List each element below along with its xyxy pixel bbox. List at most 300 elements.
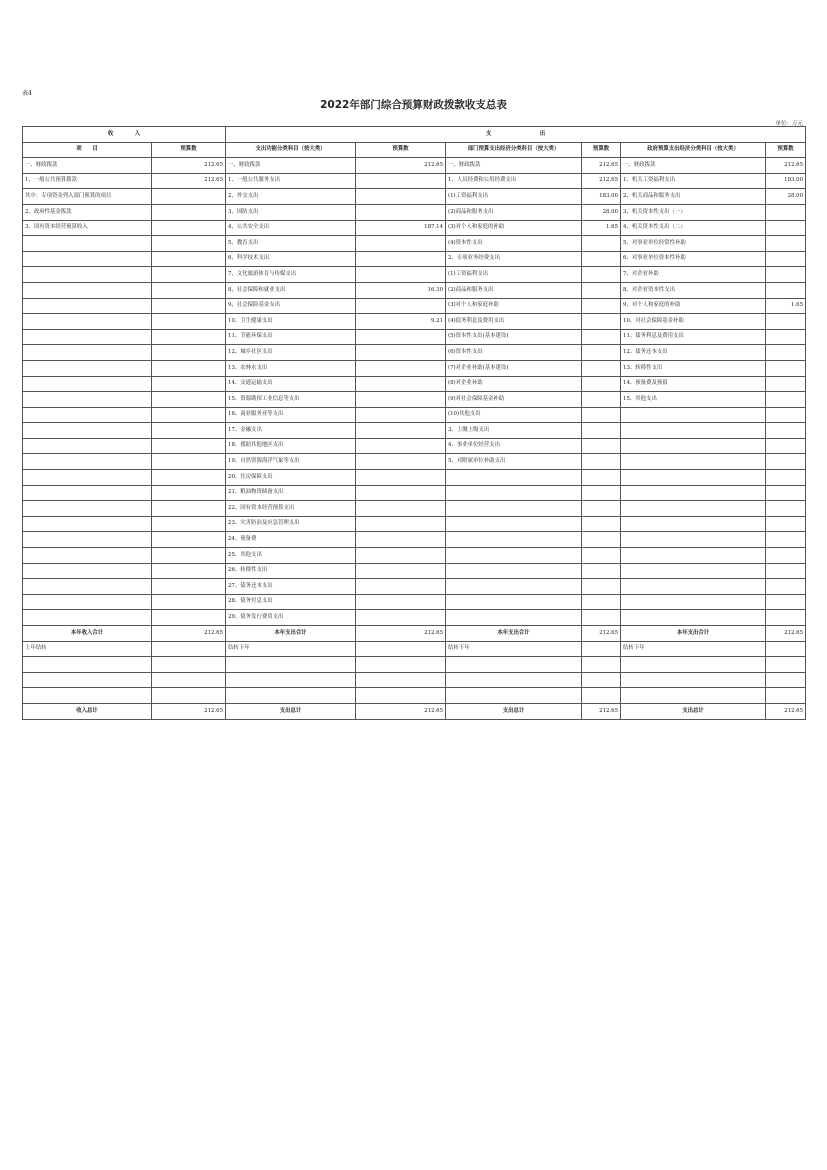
amount-cell: [356, 236, 446, 252]
item-cell: [23, 579, 152, 595]
item-cell: [23, 392, 152, 408]
item-cell: 11、债务利息及费用支出: [621, 329, 766, 345]
amount-cell: [356, 392, 446, 408]
amount-cell: [766, 470, 806, 486]
item-cell: [446, 470, 582, 486]
item-cell: [621, 501, 766, 517]
amount-cell: 183.00: [766, 173, 806, 189]
amount-cell: [766, 688, 806, 704]
amount-cell: [582, 298, 621, 314]
item-cell: 26、转移性支出: [226, 563, 356, 579]
item-cell: [23, 548, 152, 564]
item-cell: 4、机关资本性支出（二）: [621, 220, 766, 236]
col-header: 政府预算支出经济分类科目（按大类）: [621, 142, 766, 158]
item-cell: 12、城乡社区支出: [226, 345, 356, 361]
amount-cell: [582, 314, 621, 330]
item-cell: 4、公共安全支出: [226, 220, 356, 236]
item-cell: (9)对社会保障基金补助: [446, 392, 582, 408]
item-cell: 24、预备费: [226, 532, 356, 548]
amount-cell: [152, 548, 226, 564]
item-cell: [446, 594, 582, 610]
table-row: [23, 282, 806, 298]
amount-cell: [766, 204, 806, 220]
item-cell: [23, 314, 152, 330]
amount-cell: 1.65: [582, 220, 621, 236]
item-cell: 3、国防支出: [226, 204, 356, 220]
table-row: [23, 610, 806, 626]
amount-cell: [766, 360, 806, 376]
amount-cell: [582, 688, 621, 704]
item-cell: [446, 688, 582, 704]
amount-cell: [152, 516, 226, 532]
item-cell: [23, 360, 152, 376]
amount-cell: [152, 438, 226, 454]
amount-cell: [152, 251, 226, 267]
item-cell: 2、外交支出: [226, 189, 356, 205]
table-row: [23, 236, 806, 252]
income-header: 收 入: [23, 127, 226, 143]
item-cell: 本年支出合计: [446, 626, 582, 642]
table-row: [23, 189, 806, 205]
amount-cell: 212.65: [582, 626, 621, 642]
unit-label: 单位：万元: [775, 121, 803, 127]
amount-cell: [152, 345, 226, 361]
table-row: [23, 516, 806, 532]
item-cell: 6、科学技术支出: [226, 251, 356, 267]
item-cell: [621, 454, 766, 470]
item-cell: 一、财政拨款: [621, 158, 766, 174]
amount-cell: [152, 360, 226, 376]
amount-cell: [356, 189, 446, 205]
amount-cell: [356, 423, 446, 439]
amount-cell: [582, 407, 621, 423]
table-row: [23, 501, 806, 517]
amount-cell: [152, 657, 226, 673]
amount-cell: [356, 485, 446, 501]
item-cell: 6、对事业单位资本性补助: [621, 251, 766, 267]
amount-cell: [766, 407, 806, 423]
amount-cell: [152, 610, 226, 626]
col-header: 支出功能分类科目（按大类）: [226, 142, 356, 158]
amount-cell: [582, 641, 621, 657]
table-row: [23, 548, 806, 564]
item-cell: 5、对事业单位经常性补助: [621, 236, 766, 252]
item-cell: 5、教育支出: [226, 236, 356, 252]
amount-cell: [152, 688, 226, 704]
table-row: [23, 672, 806, 688]
amount-cell: [582, 672, 621, 688]
amount-cell: [766, 672, 806, 688]
amount-cell: 212.65: [582, 173, 621, 189]
item-cell: [23, 594, 152, 610]
amount-cell: [582, 236, 621, 252]
item-cell: 12、债务还本支出: [621, 345, 766, 361]
amount-cell: 212.65: [582, 158, 621, 174]
item-cell: 本年支出合计: [621, 626, 766, 642]
amount-cell: [766, 329, 806, 345]
amount-cell: [766, 516, 806, 532]
amount-cell: 28.00: [766, 189, 806, 205]
amount-cell: [766, 282, 806, 298]
item-cell: [446, 516, 582, 532]
amount-cell: [766, 236, 806, 252]
table-row: [23, 360, 806, 376]
amount-cell: 212.65: [356, 158, 446, 174]
amount-cell: 212.65: [356, 626, 446, 642]
amount-cell: [582, 360, 621, 376]
amount-cell: [356, 532, 446, 548]
item-cell: 1、一般公共服务支出: [226, 173, 356, 189]
amount-cell: [152, 563, 226, 579]
item-cell: 支出总计: [226, 703, 356, 719]
item-cell: [23, 470, 152, 486]
amount-cell: [766, 314, 806, 330]
amount-cell: [356, 376, 446, 392]
item-cell: [23, 423, 152, 439]
item-cell: 16、商业服务业等支出: [226, 407, 356, 423]
item-cell: 3、机关资本性支出（一）: [621, 204, 766, 220]
amount-cell: [582, 251, 621, 267]
item-cell: [23, 485, 152, 501]
amount-cell: [582, 485, 621, 501]
item-cell: [621, 594, 766, 610]
item-cell: (10)其他支出: [446, 407, 582, 423]
item-cell: 其中：专项资金列入部门预算的项目: [23, 189, 152, 205]
amount-cell: [582, 657, 621, 673]
item-cell: 21、粮油物资储备支出: [226, 485, 356, 501]
item-cell: 一、财政拨款: [23, 158, 152, 174]
amount-cell: [582, 579, 621, 595]
amount-cell: [582, 454, 621, 470]
item-cell: [23, 501, 152, 517]
item-cell: [23, 376, 152, 392]
item-cell: [621, 485, 766, 501]
amount-cell: [356, 641, 446, 657]
amount-cell: [356, 594, 446, 610]
amount-cell: [766, 345, 806, 361]
amount-cell: 1.65: [766, 298, 806, 314]
amount-cell: [766, 610, 806, 626]
amount-cell: [766, 454, 806, 470]
item-cell: 13、农林水支出: [226, 360, 356, 376]
table-row: [23, 470, 806, 486]
amount-cell: [152, 594, 226, 610]
item-cell: (6)资本性支出: [446, 345, 582, 361]
item-cell: [621, 688, 766, 704]
item-cell: [446, 563, 582, 579]
item-cell: (2)商品和服务支出: [446, 204, 582, 220]
amount-cell: 212.65: [766, 158, 806, 174]
item-cell: 9、对个人和家庭的补助: [621, 298, 766, 314]
item-cell: 17、金融支出: [226, 423, 356, 439]
item-cell: [621, 610, 766, 626]
table-row: [23, 392, 806, 408]
amount-cell: [356, 173, 446, 189]
item-cell: [621, 438, 766, 454]
amount-cell: [766, 267, 806, 283]
table-row: [23, 423, 806, 439]
amount-cell: [356, 501, 446, 517]
item-cell: 2、政府性基金拨款: [23, 204, 152, 220]
item-cell: 22、国有资本经营预算支出: [226, 501, 356, 517]
item-cell: (4)债务利息及费用支出: [446, 314, 582, 330]
col-header: 项 目: [23, 142, 152, 158]
amount-cell: [766, 532, 806, 548]
item-cell: [446, 548, 582, 564]
amount-cell: [356, 688, 446, 704]
item-cell: 结转下年: [446, 641, 582, 657]
amount-cell: [152, 282, 226, 298]
item-cell: 8、对企业资本性支出: [621, 282, 766, 298]
item-cell: 13、转移性支出: [621, 360, 766, 376]
table-number: 表4: [22, 90, 32, 97]
item-cell: 18、援助其他地区支出: [226, 438, 356, 454]
amount-cell: [582, 267, 621, 283]
item-cell: 3、上缴上级支出: [446, 423, 582, 439]
amount-cell: [766, 501, 806, 517]
item-cell: 15、资源勘探工业信息等支出: [226, 392, 356, 408]
item-cell: [23, 251, 152, 267]
item-cell: 8、社会保障和就业支出: [226, 282, 356, 298]
amount-cell: [356, 672, 446, 688]
item-cell: (1)工资福利支出: [446, 267, 582, 283]
item-cell: [23, 657, 152, 673]
table-row: [23, 345, 806, 361]
table-row: [23, 703, 806, 719]
amount-cell: [766, 594, 806, 610]
amount-cell: [582, 392, 621, 408]
amount-cell: 212.65: [582, 703, 621, 719]
amount-cell: [152, 672, 226, 688]
item-cell: [23, 329, 152, 345]
amount-cell: [582, 501, 621, 517]
amount-cell: [152, 501, 226, 517]
item-cell: 结转下年: [226, 641, 356, 657]
item-cell: 结转下年: [621, 641, 766, 657]
item-cell: 10、卫生健康支出: [226, 314, 356, 330]
item-cell: 2、专项业务经费支出: [446, 251, 582, 267]
amount-cell: [582, 610, 621, 626]
amount-cell: [152, 267, 226, 283]
amount-cell: [582, 282, 621, 298]
item-cell: 27、债务还本支出: [226, 579, 356, 595]
amount-cell: [356, 548, 446, 564]
amount-cell: [356, 610, 446, 626]
item-cell: [621, 423, 766, 439]
col-header: 预算数: [152, 142, 226, 158]
item-cell: 7、文化旅游体育与传媒支出: [226, 267, 356, 283]
item-cell: 本年支出合计: [226, 626, 356, 642]
item-cell: [446, 501, 582, 517]
item-cell: [446, 672, 582, 688]
item-cell: 19、自然资源海洋气象等支出: [226, 454, 356, 470]
amount-cell: 187.14: [356, 220, 446, 236]
amount-cell: [356, 579, 446, 595]
amount-cell: [152, 392, 226, 408]
table-row: [23, 220, 806, 236]
amount-cell: [152, 329, 226, 345]
amount-cell: [152, 376, 226, 392]
amount-cell: [582, 345, 621, 361]
item-cell: (3)对个人和家庭的补助: [446, 220, 582, 236]
amount-cell: [356, 298, 446, 314]
table-row: [23, 158, 806, 174]
item-cell: [23, 516, 152, 532]
item-cell: 2、机关商品和服务支出: [621, 189, 766, 205]
item-cell: 3、国有资本经营预算收入: [23, 220, 152, 236]
item-cell: 1、一般公共预算拨款: [23, 173, 152, 189]
item-cell: [23, 688, 152, 704]
table-row: [23, 563, 806, 579]
amount-cell: 183.00: [582, 189, 621, 205]
page-title: 2022年部门综合预算财政拨款收支总表: [320, 99, 507, 111]
table-row: [23, 251, 806, 267]
amount-cell: [356, 438, 446, 454]
amount-cell: [152, 485, 226, 501]
item-cell: [621, 516, 766, 532]
amount-cell: [152, 641, 226, 657]
amount-cell: 212.65: [152, 626, 226, 642]
item-cell: [621, 563, 766, 579]
item-cell: [23, 267, 152, 283]
amount-cell: [152, 298, 226, 314]
amount-cell: [152, 470, 226, 486]
amount-cell: 212.65: [766, 626, 806, 642]
table-row: [23, 329, 806, 345]
item-cell: 收入总计: [23, 703, 152, 719]
item-cell: 4、事业单位经营支出: [446, 438, 582, 454]
amount-cell: [766, 563, 806, 579]
item-cell: 一、财政拨款: [226, 158, 356, 174]
amount-cell: [152, 236, 226, 252]
item-cell: [23, 407, 152, 423]
budget-table: [22, 126, 806, 720]
item-cell: 本年收入合计: [23, 626, 152, 642]
amount-cell: [582, 423, 621, 439]
item-cell: 23、灾害防治及应急管理支出: [226, 516, 356, 532]
item-cell: 5、对附属单位补助支出: [446, 454, 582, 470]
amount-cell: [152, 532, 226, 548]
item-cell: 上年结转: [23, 641, 152, 657]
item-cell: [23, 672, 152, 688]
table-row: [23, 626, 806, 642]
amount-cell: [766, 438, 806, 454]
item-cell: [23, 345, 152, 361]
item-cell: [621, 548, 766, 564]
amount-cell: 212.65: [152, 703, 226, 719]
item-cell: (1)工资福利支出: [446, 189, 582, 205]
item-cell: 28、债务付息支出: [226, 594, 356, 610]
table-row: [23, 688, 806, 704]
item-cell: 11、节能环保支出: [226, 329, 356, 345]
amount-cell: 28.00: [582, 204, 621, 220]
amount-cell: 16.30: [356, 282, 446, 298]
amount-cell: 212.65: [766, 703, 806, 719]
amount-cell: [766, 376, 806, 392]
item-cell: [226, 688, 356, 704]
amount-cell: [766, 220, 806, 236]
table-row: [23, 407, 806, 423]
item-cell: 1、人员经费和公用经费支出: [446, 173, 582, 189]
item-cell: 15、其他支出: [621, 392, 766, 408]
table-row: [23, 641, 806, 657]
amount-cell: 212.65: [152, 158, 226, 174]
item-cell: (4)资本性支出: [446, 236, 582, 252]
amount-cell: [766, 657, 806, 673]
col-header: 预算数: [766, 142, 806, 158]
col-header: 预算数: [356, 142, 446, 158]
amount-cell: [152, 579, 226, 595]
item-cell: (8)对企业补助: [446, 376, 582, 392]
table-row: [23, 594, 806, 610]
table-row: [23, 485, 806, 501]
amount-cell: [766, 548, 806, 564]
amount-cell: [152, 407, 226, 423]
col-header: 预算数: [582, 142, 621, 158]
table-row: [23, 454, 806, 470]
item-cell: 1、机关工资福利支出: [621, 173, 766, 189]
amount-cell: [356, 563, 446, 579]
item-cell: [23, 454, 152, 470]
item-cell: [446, 657, 582, 673]
item-cell: [621, 672, 766, 688]
amount-cell: [356, 345, 446, 361]
table-row: [23, 314, 806, 330]
item-cell: (3)对个人和家庭补助: [446, 298, 582, 314]
amount-cell: [152, 189, 226, 205]
amount-cell: [582, 376, 621, 392]
table-row: [23, 267, 806, 283]
amount-cell: [356, 360, 446, 376]
item-cell: 20、住房保障支出: [226, 470, 356, 486]
amount-cell: [356, 470, 446, 486]
item-cell: 25、其他支出: [226, 548, 356, 564]
item-cell: [621, 407, 766, 423]
item-cell: [621, 657, 766, 673]
item-cell: 支出总计: [446, 703, 582, 719]
amount-cell: [766, 641, 806, 657]
item-cell: [226, 657, 356, 673]
amount-cell: [152, 204, 226, 220]
item-cell: [23, 438, 152, 454]
amount-cell: [356, 407, 446, 423]
expense-header: 支 出: [226, 127, 806, 143]
item-cell: 9、社会保险基金支出: [226, 298, 356, 314]
item-cell: [23, 298, 152, 314]
item-cell: 14、预备费及预留: [621, 376, 766, 392]
item-cell: [621, 470, 766, 486]
item-cell: (7)对企业补助(基本建设): [446, 360, 582, 376]
amount-cell: [766, 579, 806, 595]
table-row: [23, 579, 806, 595]
item-cell: [446, 579, 582, 595]
amount-cell: [582, 516, 621, 532]
item-cell: [446, 485, 582, 501]
top-header-row: [23, 127, 806, 143]
amount-cell: [582, 329, 621, 345]
item-cell: [23, 532, 152, 548]
table-row: [23, 532, 806, 548]
amount-cell: [582, 470, 621, 486]
table-row: [23, 204, 806, 220]
amount-cell: [152, 314, 226, 330]
item-cell: (5)资本性支出(基本建设): [446, 329, 582, 345]
amount-cell: [582, 594, 621, 610]
item-cell: [23, 236, 152, 252]
amount-cell: [766, 423, 806, 439]
amount-cell: [582, 548, 621, 564]
table-row: [23, 173, 806, 189]
